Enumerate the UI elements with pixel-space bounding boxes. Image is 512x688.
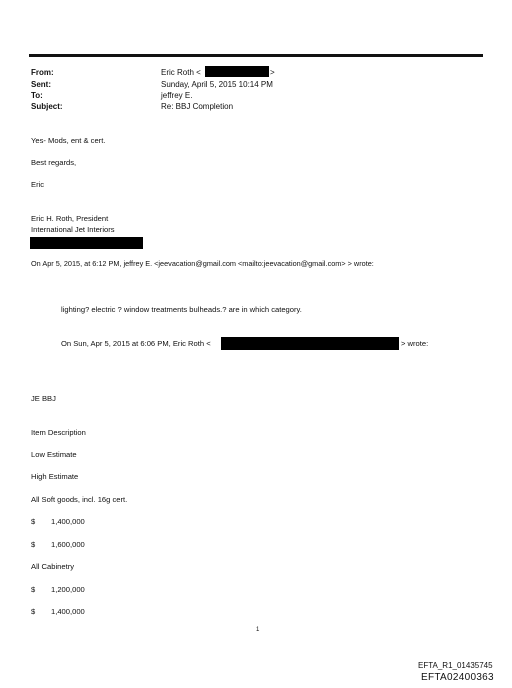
redaction-signature-contact bbox=[30, 237, 143, 249]
cab-high-value: 1,400,000 bbox=[51, 607, 85, 616]
sender-first-name: Eric bbox=[31, 180, 45, 189]
soft-low-currency: $ bbox=[31, 517, 36, 526]
to-value: jeffrey E. bbox=[161, 91, 193, 100]
reply-line: Yes- Mods, ent & cert. bbox=[31, 136, 106, 145]
quote-intro-eric: On Sun, Apr 5, 2015 at 6:06 PM, Eric Roth < bbox=[61, 339, 211, 348]
closing-line: Best regards, bbox=[31, 158, 77, 167]
to-label: To: bbox=[31, 91, 43, 100]
redaction-quote-email bbox=[221, 337, 399, 350]
soft-low-value: 1,400,000 bbox=[51, 517, 85, 526]
footer-doc-id-1: EFTA_R1_01435745 bbox=[418, 661, 493, 670]
signature-company: International Jet Interiors bbox=[31, 225, 115, 234]
je-bbj-heading: JE BBJ bbox=[31, 394, 56, 403]
redaction-from-email bbox=[205, 66, 269, 77]
cabinetry-label: All Cabinetry bbox=[31, 562, 75, 571]
quote-intro-jeffrey: On Apr 5, 2015, at 6:12 PM, jeffrey E. <jeevacation@gmail.com <mailto:jeevacation@gmail.com> > wrote: bbox=[31, 259, 374, 268]
question-line: lighting? electric ? window treatments bulheads.? are in which category. bbox=[61, 305, 302, 314]
from-value-close: > bbox=[270, 68, 275, 77]
from-label: From: bbox=[31, 68, 54, 77]
cab-high-currency: $ bbox=[31, 607, 36, 616]
sent-value: Sunday, April 5, 2015 10:14 PM bbox=[161, 80, 273, 89]
sent-label: Sent: bbox=[31, 80, 51, 89]
from-value: Eric Roth < bbox=[161, 68, 201, 77]
high-estimate-label: High Estimate bbox=[31, 472, 79, 481]
subject-value: Re: BBJ Completion bbox=[161, 102, 234, 111]
signature-name: Eric H. Roth, President bbox=[31, 214, 109, 223]
page-number: 1 bbox=[256, 627, 260, 633]
soft-goods-label: All Soft goods, incl. 16g cert. bbox=[31, 495, 128, 504]
cab-low-currency: $ bbox=[31, 585, 36, 594]
header-rule bbox=[29, 54, 483, 57]
quote-intro-eric-end: > wrote: bbox=[401, 339, 429, 348]
item-description-label: Item Description bbox=[31, 428, 86, 437]
soft-high-currency: $ bbox=[31, 540, 36, 549]
cab-low-value: 1,200,000 bbox=[51, 585, 85, 594]
soft-high-value: 1,600,000 bbox=[51, 540, 85, 549]
footer-doc-id-2: EFTA02400363 bbox=[421, 672, 494, 683]
low-estimate-label: Low Estimate bbox=[31, 450, 77, 459]
subject-label: Subject: bbox=[31, 102, 63, 111]
